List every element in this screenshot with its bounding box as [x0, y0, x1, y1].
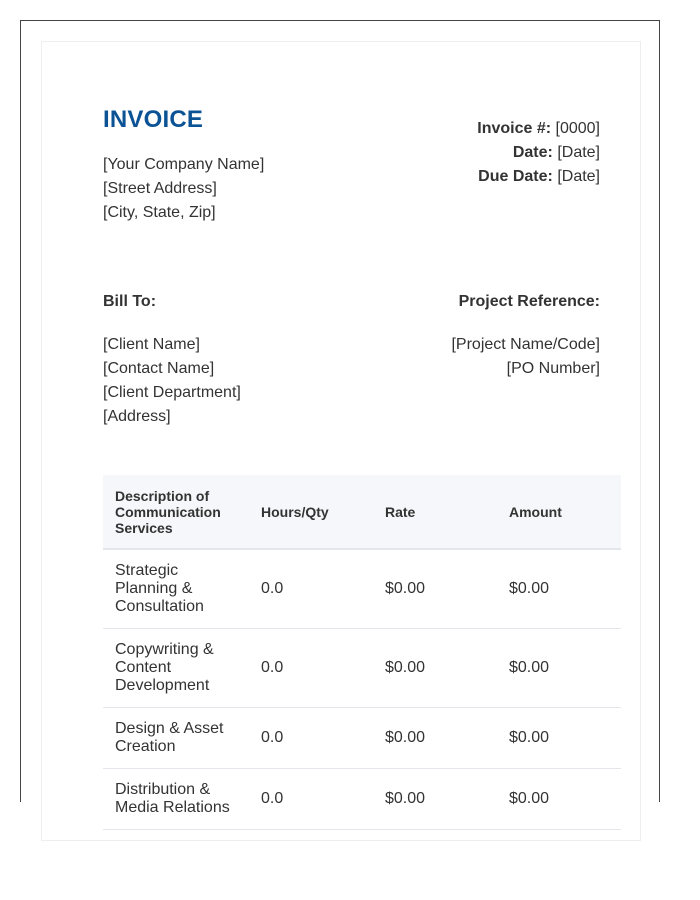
company-city: [City, State, Zip] — [103, 204, 216, 221]
row-amount: $0.00 — [497, 628, 621, 707]
row-hours-qty: 0.0 — [249, 768, 373, 829]
project-name-code: [Project Name/Code] — [451, 336, 600, 353]
row-hours-qty: 0.0 — [249, 549, 373, 628]
row-description: Distribution & Media Relations — [103, 768, 249, 829]
row-hours-qty: 0.0 — [249, 707, 373, 768]
company-block — [103, 153, 264, 225]
invoice-sheet — [41, 41, 641, 841]
invoice-date-label: Date: — [512, 144, 553, 161]
bill-to-heading: Bill To: — [103, 293, 157, 310]
table-row — [103, 549, 621, 628]
project-reference-heading: Project Reference: — [458, 293, 600, 310]
company-name: [Your Company Name] — [103, 156, 265, 173]
row-amount: $0.00 — [497, 549, 621, 628]
client-address: [Address] — [103, 408, 171, 425]
due-date-value: [Date] — [557, 168, 600, 185]
company-street: [Street Address] — [103, 180, 217, 197]
row-hours-qty: 0.0 — [249, 628, 373, 707]
po-number: [PO Number] — [506, 360, 600, 377]
invoice-number-value: [0000] — [555, 120, 600, 137]
services-table — [103, 475, 621, 830]
table-row — [103, 768, 621, 829]
row-rate: $0.00 — [373, 549, 497, 628]
row-rate: $0.00 — [373, 628, 497, 707]
row-description: Design & Asset Creation — [103, 707, 249, 768]
due-date-label: Due Date: — [478, 168, 553, 185]
due-date-row — [477, 165, 600, 189]
document-frame — [20, 20, 660, 816]
project-reference-block — [451, 333, 600, 381]
row-description: Strategic Planning & Consultation — [103, 549, 249, 628]
invoice-meta — [477, 117, 600, 189]
table-row — [103, 707, 621, 768]
table-header-row — [103, 475, 621, 549]
row-amount: $0.00 — [497, 707, 621, 768]
bill-to-block — [103, 333, 241, 429]
invoice-date-row — [477, 141, 600, 165]
column-header-description: Description of Communication Services — [103, 475, 249, 549]
table-row — [103, 628, 621, 707]
column-header-amount: Amount — [497, 475, 621, 549]
contact-name: [Contact Name] — [103, 360, 215, 377]
invoice-number-row — [477, 117, 600, 141]
invoice-title: INVOICE — [103, 106, 204, 133]
row-rate: $0.00 — [373, 707, 497, 768]
invoice-date-value: [Date] — [557, 144, 600, 161]
column-header-hours-qty: Hours/Qty — [249, 475, 373, 549]
row-rate: $0.00 — [373, 768, 497, 829]
column-header-rate: Rate — [373, 475, 497, 549]
client-department: [Client Department] — [103, 384, 241, 401]
row-amount: $0.00 — [497, 768, 621, 829]
client-name: [Client Name] — [103, 336, 200, 353]
row-description: Copywriting & Content Development — [103, 628, 249, 707]
invoice-number-label: Invoice #: — [477, 120, 552, 137]
